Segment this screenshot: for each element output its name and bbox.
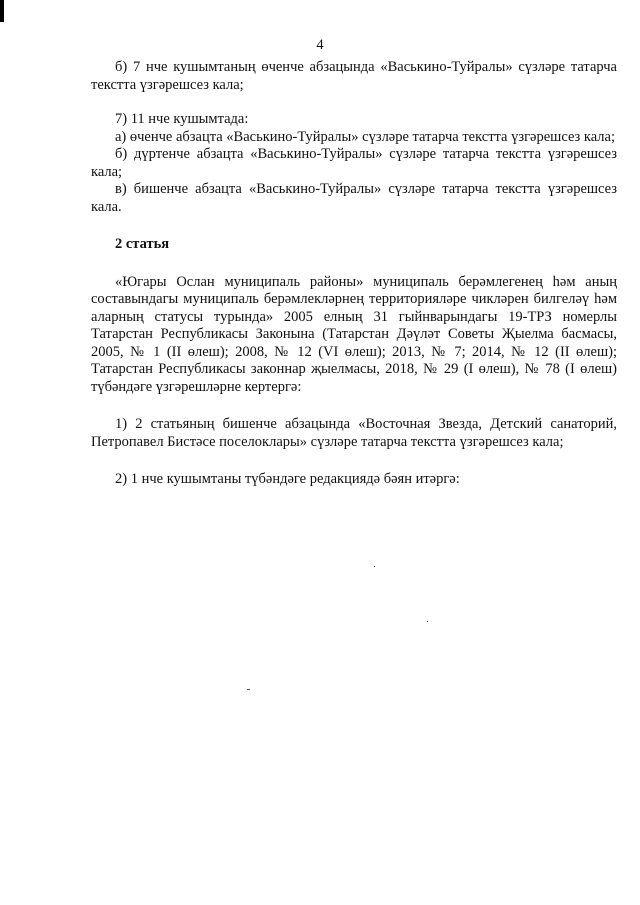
paragraph-subitem-b: б) дүртенче абзацта «Васькино-Туйралы» сүзләре татарча текстта үзгәрешсез кала;	[91, 146, 617, 180]
paragraph-item-1: 1) 2 статьяның бишенче абзацында «Восточная Звезда, Детский санаторий, Петропавел Бистәсе поселоклары» сүзләре татарча текстта үзгәрешсез кала;	[91, 416, 617, 450]
scan-edge-mark	[0, 0, 4, 22]
scan-speck	[427, 621, 428, 622]
paragraph-subitem-a: а) өченче абзацта «Васькино-Туйралы» сүзләре татарча текстта үзгәрешсез кала;	[115, 128, 615, 145]
paragraph-subitem-v: в) бишенче абзацта «Васькино-Туйралы» сүзләре татарча текстта үзгәрешсез кала.	[91, 181, 617, 215]
paragraph-article-2-intro: «Югары Ослан муниципаль районы» муниципаль берәмлегенең һәм аның составындагы муниципаль берәмлекләрнең территорияләре чикләрен билгеләү һәм аларның статусы турында» 2005 елның 31 гыйнварындагы 19-ТРЗ номерлы Татарстан Республикасы Законына (Татарстан Дәүләт Советы Җыелма басмасы, 2005, № 1 (II өлеш); 2008, № 12 (VI өлеш); 2013, № 7; 2014, № 12 (II өлеш); Татарстан Республикасы законнар җыелмасы, 2018, № 29 (I өлеш), № 78 (I өлеш) түбәндәге үзгәрешләрне кертергә:	[91, 273, 617, 395]
paragraph-item-7-appendix-11: 7) 11 нче кушымтада:	[115, 111, 249, 127]
document-body	[91, 59, 617, 489]
page-number: 4	[316, 37, 324, 53]
article-heading: 2 статья	[115, 236, 170, 252]
paragraph-item-b-appendix-7: б) 7 нче кушымтаның өченче абзацында «Васькино-Туйралы» сүзләре татарча текстта үзгәрешсез кала;	[91, 59, 617, 93]
scan-speck	[374, 566, 375, 567]
scan-speck	[247, 689, 250, 690]
paragraph-item-2: 2) 1 нче кушымтаны түбәндәге редакциядә бәян итәргә:	[115, 471, 460, 487]
